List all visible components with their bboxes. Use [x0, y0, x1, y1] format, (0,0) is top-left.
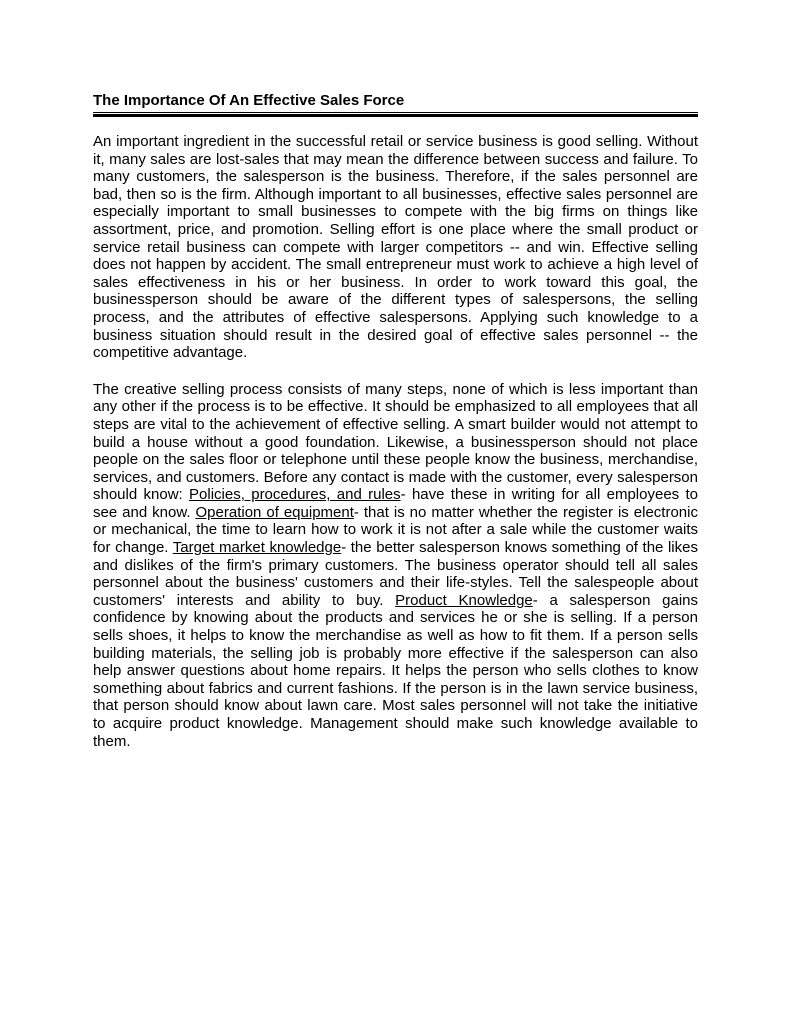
term-policies: Policies, procedures, and rules [189, 486, 401, 504]
term-target-market-knowledge: Target market knowledge [172, 539, 342, 557]
document-title: The Importance Of An Effective Sales Force [93, 92, 405, 109]
paragraph-selling-process [93, 381, 698, 750]
term-operation-of-equipment: Operation of equipment [195, 503, 354, 521]
paragraph-text: - the better salesperson knows something of the likes and dislikes of the firm's primary customers. The business operator should tell all sales personnel about the business' customers and their life-styles. Tell the salespeople about customers' interests and ability to buy. [93, 539, 698, 609]
paragraph-text: - have these in writing for all employees to see and know. [93, 486, 699, 521]
term-product-knowledge: Product Knowledge [395, 591, 533, 609]
paragraph-text: - that is no matter whether the register is electronic or mechanical, the time to learn how to work it is not after a sale while the customer waits for change. [93, 503, 698, 557]
document-page [93, 92, 698, 750]
paragraph-text: The creative selling process consists of many steps, none of which is less important than any other if the process is to be effective. It should be emphasized to all employees that all steps are vital to the achievement of effective selling. A smart builder would not attempt to build a house without a good foundation. Likewise, a businessperson should not place people on the sales floor or telephone until these people know the business, merchandise, services, and customers. Before any contact is made with the customer, every salesperson should know: [93, 380, 698, 504]
title-underline-rule [93, 112, 698, 117]
paragraph-intro: An important ingredient in the successful retail or service business is good selling. Without it, many sales are lost-sales that may mean the difference between success and failure. To many customers, the salesperson is the business. Therefore, if the sales personnel are bad, then so is the firm. Although important to all businesses, effective sales personnel are especially important to small businesses to compete with the big firms on things like assortment, price, and promotion. Selling effort is one place where the small product or service retail business can compete with larger competitors -- and win. Effective selling does not happen by accident. The small entrepreneur must work to achieve a high level of sales effectiveness in his or her business. In order to work toward this goal, the businessperson should be aware of the different types of salespersons, the selling process, and the attributes of effective salespersons. Applying such knowledge to a business situation should result in the desired goal of effective sales personnel -- the competitive advantage. [93, 133, 698, 362]
paragraph-text: - a salesperson gains confidence by knowing about the products and services he or she is selling. If a person sells shoes, it helps to know the merchandise as well as how to fit them. If a person sells building materials, the selling job is probably more effective if the salesperson can also help answer questions about home repairs. It helps the person who sells clothes to know something about fabrics and current fashions. If the person is in the lawn service business, that person should know about lawn care. Most sales personnel will not take the initiative to acquire product knowledge. Management should make such knowledge available to them. [93, 591, 698, 750]
